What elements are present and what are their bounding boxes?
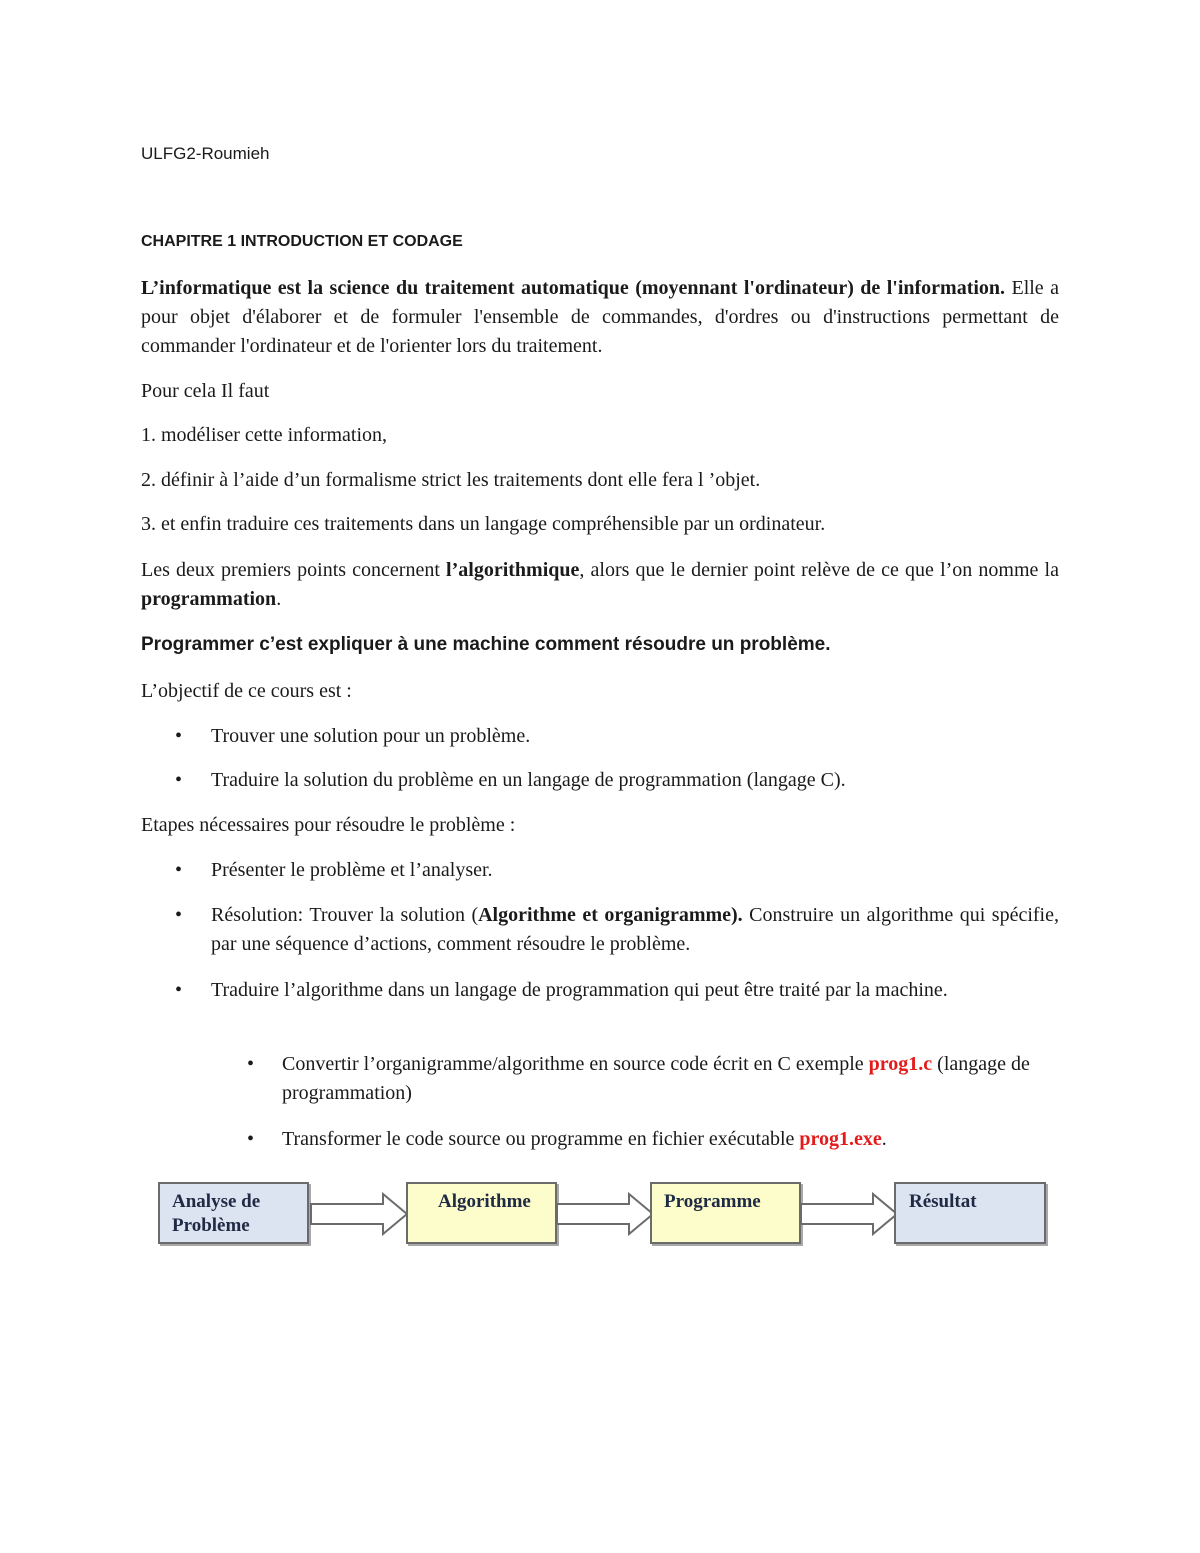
intro-paragraph [141, 274, 1059, 361]
arrow-right-icon [799, 1192, 899, 1236]
etape-item-2-text: Résolution: Trouver la solution ( [211, 904, 479, 926]
intro-bold-definition: L’informatique est la science du traitement automatique (moyennant l'ordinateur) de l'information. [141, 277, 1006, 299]
sub-item-2 [282, 1125, 1059, 1154]
sub-item-2-text-2: . [881, 1128, 887, 1150]
etape-item-2 [211, 901, 1059, 959]
etape-item-2-text-2: Construire un algorithme qui spécifie, par une séquence d’actions, comment résoudre le problème. [211, 904, 1059, 955]
term-algorithmique: l’algorithmique [446, 559, 580, 581]
step-2: 2. définir à l’aide d’un formalisme strict les traitements dont elle fera l ’objet. [141, 469, 761, 491]
bullet-icon: • [175, 859, 183, 881]
definition-line [141, 630, 1059, 659]
points-text-1: Les deux premiers points concernent [141, 559, 447, 581]
box-programme: Programme [650, 1182, 801, 1244]
chapter-title: CHAPITRE 1 INTRODUCTION ET CODAGE [141, 233, 463, 250]
definition-bold: Programmer [141, 634, 254, 655]
bullet-icon: • [175, 904, 183, 926]
bullet-icon: • [175, 769, 183, 791]
bullet-icon: • [175, 979, 183, 1001]
filename-prog1-c: prog1.c [868, 1053, 933, 1075]
points-paragraph [141, 556, 1059, 614]
step-3: 3. et enfin traduire ces traitements dans un langage compréhensible par un ordinateur. [141, 513, 826, 535]
bullet-icon: • [247, 1128, 255, 1150]
page-header: ULFG2-Roumieh [141, 144, 270, 163]
points-text-3: . [276, 588, 282, 610]
bullet-icon: • [247, 1053, 255, 1075]
term-programmation: programmation [141, 588, 277, 610]
etapes-label: Etapes nécessaires pour résoudre le problème : [141, 814, 516, 836]
sub-item-1-text: Convertir l’organigramme/algorithme en source code écrit en C exemple [282, 1053, 869, 1075]
arrow-right-icon [555, 1192, 655, 1236]
process-flow-diagram [155, 1180, 1050, 1254]
box-resultat: Résultat [894, 1182, 1046, 1244]
etape-item-3: Traduire l’algorithme dans un langage de programmation qui peut être traité par la machine. [211, 979, 948, 1001]
definition-text: c’est expliquer à une machine comment résoudre un problème. [254, 634, 831, 655]
objectif-label: L’objectif de ce cours est : [141, 680, 352, 702]
etape-item-2-bold: Algorithme et organigramme). [478, 904, 743, 926]
bullet-icon: • [175, 725, 183, 747]
objectif-item-1: Trouver une solution pour un problème. [211, 725, 531, 747]
intro-text: Elle a pour objet d'élaborer et de formuler l'ensemble de commandes, d'ordres ou d'instructions permettant de commander l'ordinateur et de l'orienter lors du traitement. [141, 277, 1059, 357]
points-text-2: , alors que le dernier point relève de ce que l’on nomme la [579, 559, 1059, 581]
step-1: 1. modéliser cette information, [141, 424, 388, 446]
box-algorithme: Algorithme [406, 1182, 557, 1244]
sub-item-1-text-2: (langage de programmation) [282, 1053, 1030, 1104]
arrow-right-icon [309, 1192, 409, 1236]
sub-item-1 [282, 1050, 1059, 1108]
objectif-item-2: Traduire la solution du problème en un langage de programmation (langage C). [211, 769, 846, 791]
filename-prog1-exe: prog1.exe [799, 1128, 882, 1150]
sub-item-2-text: Transformer le code source ou programme en fichier exécutable [282, 1128, 800, 1150]
etape-item-1: Présenter le problème et l’analyser. [211, 859, 493, 881]
box-analyse: Analyse de Problème [158, 1182, 309, 1244]
pour-cela-text: Pour cela Il faut [141, 380, 270, 402]
